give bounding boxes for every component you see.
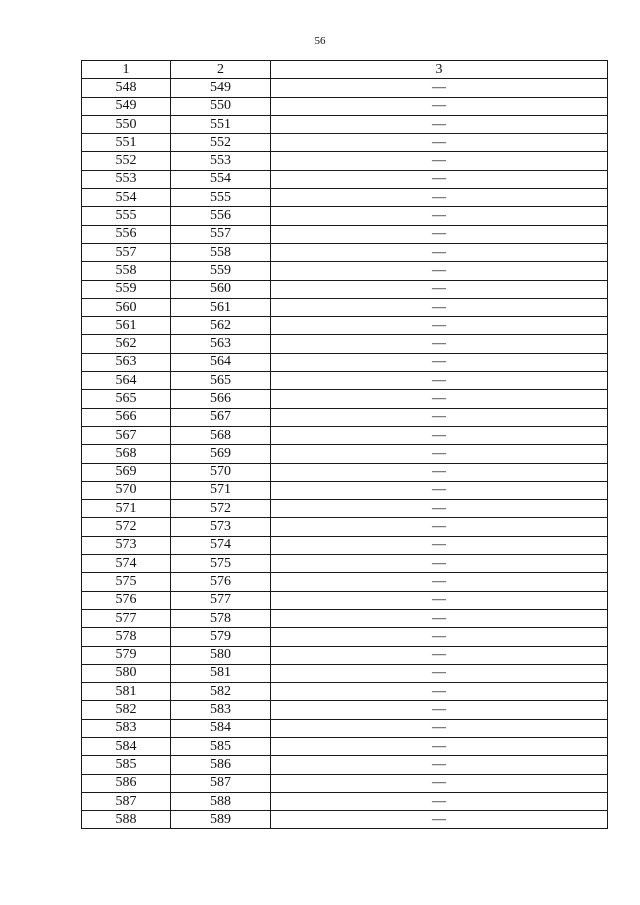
table-row <box>82 591 608 609</box>
table-cell-col-3: — <box>271 609 608 627</box>
table-cell-col-1: 548 <box>82 79 171 97</box>
table-cell-col-1: 554 <box>82 189 171 207</box>
table-cell-col-1: 570 <box>82 481 171 499</box>
table-cell-col-2: 582 <box>171 683 271 701</box>
table-row <box>82 518 608 536</box>
table-cell-col-1: 579 <box>82 646 171 664</box>
table-cell-col-1: 584 <box>82 737 171 755</box>
table-cell-col-3: — <box>271 353 608 371</box>
table-row <box>82 628 608 646</box>
table-cell-col-2: 587 <box>171 774 271 792</box>
table-cell-col-3: — <box>271 737 608 755</box>
table-cell-col-3: — <box>271 317 608 335</box>
table-row <box>82 573 608 591</box>
table-row <box>82 353 608 371</box>
header-row <box>82 61 608 79</box>
table-cell-col-1: 559 <box>82 280 171 298</box>
table-cell-col-2: 553 <box>171 152 271 170</box>
table-cell-col-1: 552 <box>82 152 171 170</box>
table-cell-col-3: — <box>271 408 608 426</box>
column-header-3: 3 <box>271 61 608 79</box>
table-cell-col-1: 583 <box>82 719 171 737</box>
table-cell-col-2: 575 <box>171 555 271 573</box>
table-cell-col-2: 551 <box>171 115 271 133</box>
table-body <box>82 79 608 829</box>
table-cell-col-1: 587 <box>82 792 171 810</box>
table-cell-col-1: 550 <box>82 115 171 133</box>
table-cell-col-3: — <box>271 518 608 536</box>
table-cell-col-2: 570 <box>171 463 271 481</box>
table-cell-col-2: 557 <box>171 225 271 243</box>
table-cell-col-3: — <box>271 591 608 609</box>
table-row <box>82 262 608 280</box>
table-row <box>82 79 608 97</box>
column-header-1: 1 <box>82 61 171 79</box>
table-row <box>82 646 608 664</box>
table-cell-col-2: 585 <box>171 737 271 755</box>
table-cell-col-2: 549 <box>171 79 271 97</box>
table-row <box>82 609 608 627</box>
table-cell-col-3: — <box>271 701 608 719</box>
table-row <box>82 481 608 499</box>
table-row <box>82 152 608 170</box>
table-cell-col-2: 571 <box>171 481 271 499</box>
table-cell-col-3: — <box>271 115 608 133</box>
table-cell-col-2: 589 <box>171 811 271 829</box>
table-cell-col-1: 576 <box>82 591 171 609</box>
table-row <box>82 372 608 390</box>
table-cell-col-1: 572 <box>82 518 171 536</box>
table-row <box>82 683 608 701</box>
table-cell-col-2: 556 <box>171 207 271 225</box>
table-cell-col-3: — <box>271 335 608 353</box>
table-row <box>82 115 608 133</box>
table-cell-col-3: — <box>271 79 608 97</box>
table-cell-col-3: — <box>271 646 608 664</box>
table-cell-col-3: — <box>271 243 608 261</box>
table-cell-col-1: 574 <box>82 555 171 573</box>
table-cell-col-2: 558 <box>171 243 271 261</box>
table-row <box>82 335 608 353</box>
table-cell-col-1: 580 <box>82 664 171 682</box>
table-cell-col-3: — <box>271 445 608 463</box>
table-cell-col-2: 576 <box>171 573 271 591</box>
table-cell-col-1: 556 <box>82 225 171 243</box>
table-cell-col-1: 563 <box>82 353 171 371</box>
table-cell-col-3: — <box>271 792 608 810</box>
table-cell-col-3: — <box>271 97 608 115</box>
table-cell-col-2: 583 <box>171 701 271 719</box>
table-row <box>82 536 608 554</box>
table-cell-col-3: — <box>271 426 608 444</box>
table-cell-col-2: 550 <box>171 97 271 115</box>
table-row <box>82 719 608 737</box>
table-cell-col-1: 551 <box>82 134 171 152</box>
table-cell-col-1: 566 <box>82 408 171 426</box>
table-row <box>82 189 608 207</box>
table-cell-col-1: 585 <box>82 756 171 774</box>
table-cell-col-1: 565 <box>82 390 171 408</box>
table-cell-col-2: 579 <box>171 628 271 646</box>
table-cell-col-3: — <box>271 390 608 408</box>
table-cell-col-2: 563 <box>171 335 271 353</box>
table-cell-col-1: 575 <box>82 573 171 591</box>
table-cell-col-1: 569 <box>82 463 171 481</box>
table-cell-col-3: — <box>271 207 608 225</box>
table-cell-col-2: 581 <box>171 664 271 682</box>
table-row <box>82 756 608 774</box>
table-cell-col-1: 564 <box>82 372 171 390</box>
table-cell-col-3: — <box>271 628 608 646</box>
table-cell-col-2: 568 <box>171 426 271 444</box>
table-row <box>82 134 608 152</box>
table-cell-col-1: 571 <box>82 500 171 518</box>
table-cell-col-1: 586 <box>82 774 171 792</box>
table-cell-col-1: 561 <box>82 317 171 335</box>
table-row <box>82 97 608 115</box>
table-row <box>82 280 608 298</box>
table-cell-col-1: 581 <box>82 683 171 701</box>
table-cell-col-1: 557 <box>82 243 171 261</box>
table-cell-col-3: — <box>271 152 608 170</box>
table-cell-col-1: 577 <box>82 609 171 627</box>
table-cell-col-3: — <box>271 719 608 737</box>
table-cell-col-1: 549 <box>82 97 171 115</box>
table-row <box>82 811 608 829</box>
table-cell-col-2: 584 <box>171 719 271 737</box>
table-cell-col-3: — <box>271 262 608 280</box>
table-cell-col-3: — <box>271 189 608 207</box>
table-cell-col-3: — <box>271 280 608 298</box>
table-cell-col-3: — <box>271 298 608 316</box>
column-header-2: 2 <box>171 61 271 79</box>
table-row <box>82 737 608 755</box>
table-row <box>82 774 608 792</box>
table-cell-col-3: — <box>271 664 608 682</box>
table-row <box>82 390 608 408</box>
table-cell-col-3: — <box>271 500 608 518</box>
table-cell-col-1: 553 <box>82 170 171 188</box>
table-cell-col-3: — <box>271 573 608 591</box>
table-cell-col-2: 588 <box>171 792 271 810</box>
table-cell-col-1: 567 <box>82 426 171 444</box>
table-row <box>82 298 608 316</box>
table-cell-col-2: 552 <box>171 134 271 152</box>
table-cell-col-3: — <box>271 170 608 188</box>
table-cell-col-3: — <box>271 134 608 152</box>
table-cell-col-2: 586 <box>171 756 271 774</box>
table-cell-col-2: 561 <box>171 298 271 316</box>
table-row <box>82 225 608 243</box>
table-cell-col-2: 565 <box>171 372 271 390</box>
table-row <box>82 664 608 682</box>
table-row <box>82 792 608 810</box>
table-cell-col-2: 567 <box>171 408 271 426</box>
table-cell-col-2: 562 <box>171 317 271 335</box>
page-number: 56 <box>314 35 326 47</box>
table-cell-col-3: — <box>271 774 608 792</box>
table-cell-col-2: 573 <box>171 518 271 536</box>
table-cell-col-1: 555 <box>82 207 171 225</box>
table-header <box>82 61 608 79</box>
table-cell-col-3: — <box>271 481 608 499</box>
table-cell-col-2: 566 <box>171 390 271 408</box>
table-cell-col-3: — <box>271 536 608 554</box>
table-cell-col-3: — <box>271 372 608 390</box>
table-cell-col-3: — <box>271 756 608 774</box>
table-cell-col-1: 558 <box>82 262 171 280</box>
table-cell-col-1: 578 <box>82 628 171 646</box>
table-row <box>82 207 608 225</box>
table-row <box>82 170 608 188</box>
table-cell-col-1: 588 <box>82 811 171 829</box>
table-row <box>82 317 608 335</box>
table-cell-col-2: 578 <box>171 609 271 627</box>
table-cell-col-2: 560 <box>171 280 271 298</box>
table-row <box>82 445 608 463</box>
table-cell-col-2: 577 <box>171 591 271 609</box>
table-cell-col-1: 562 <box>82 335 171 353</box>
table-row <box>82 463 608 481</box>
table-cell-col-1: 573 <box>82 536 171 554</box>
table-cell-col-3: — <box>271 225 608 243</box>
table-row <box>82 426 608 444</box>
table-cell-col-2: 569 <box>171 445 271 463</box>
table-cell-col-2: 580 <box>171 646 271 664</box>
table-cell-col-2: 564 <box>171 353 271 371</box>
table-cell-col-1: 560 <box>82 298 171 316</box>
table-row <box>82 500 608 518</box>
table-cell-col-2: 574 <box>171 536 271 554</box>
table-row <box>82 243 608 261</box>
table-row <box>82 555 608 573</box>
data-table <box>81 60 608 829</box>
table-cell-col-3: — <box>271 463 608 481</box>
table-cell-col-2: 554 <box>171 170 271 188</box>
table-cell-col-3: — <box>271 683 608 701</box>
table-cell-col-3: — <box>271 811 608 829</box>
table-cell-col-3: — <box>271 555 608 573</box>
table-cell-col-2: 555 <box>171 189 271 207</box>
table-cell-col-1: 568 <box>82 445 171 463</box>
table-cell-col-2: 559 <box>171 262 271 280</box>
table-row <box>82 701 608 719</box>
table-cell-col-2: 572 <box>171 500 271 518</box>
table-row <box>82 408 608 426</box>
table-cell-col-1: 582 <box>82 701 171 719</box>
